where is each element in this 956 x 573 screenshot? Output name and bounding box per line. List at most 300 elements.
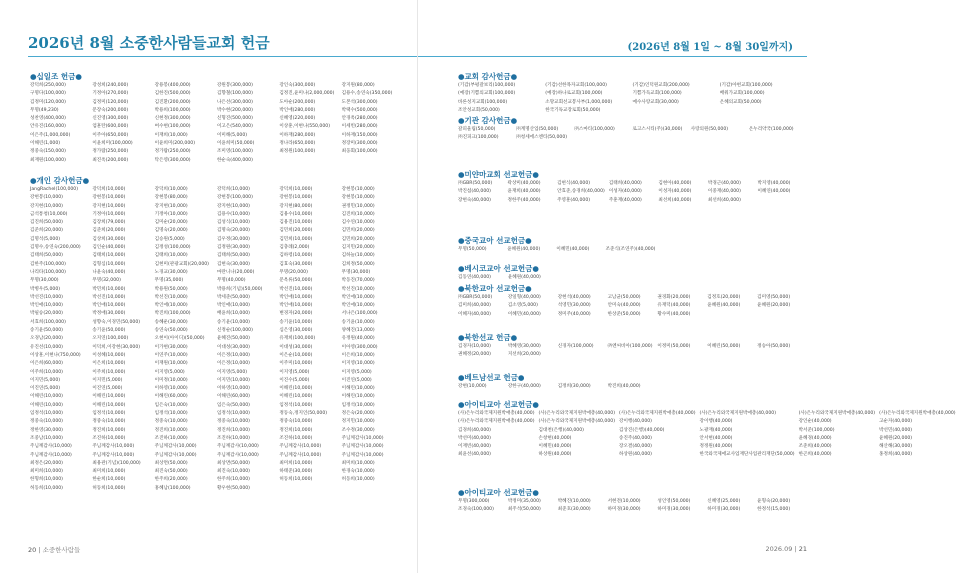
donor-entry: (사)은누리와국제지원박애총(40,000) [798, 411, 876, 416]
donor-grid [30, 186, 400, 493]
donor-entry: 윤혜원(40,000) [507, 275, 541, 280]
donor-entry: 김대천(은행)(40,000) [538, 427, 584, 433]
donor-entry: 성찬영(400,000) [30, 116, 66, 122]
donor-entry: 강지현(80,000) [279, 203, 313, 209]
donor-entry: 무명(35,000) [154, 278, 184, 284]
donor-entry: 김현숙(30,000) [216, 261, 250, 267]
donor-entry: 성인영(50,000) [657, 499, 691, 504]
donor-entry: 김충례(2,000) [279, 245, 310, 251]
donor-entry: 박진희(100,000) [154, 311, 191, 317]
donor-entry: 고남균(50,000) [607, 295, 641, 300]
donor-entry: 마란니나(20,000) [216, 269, 255, 275]
page-title: 2026년 8월 소중한사람들교회 헌금 [28, 34, 270, 52]
donor-entry: 이재희(10,000) [154, 132, 188, 138]
donor-entry: 이해린(10,000) [279, 394, 313, 400]
donor-entry: 안경옥(280,000) [341, 116, 378, 122]
donor-entry: 기정아(10,000) [92, 211, 126, 217]
donor-entry: 송기윤(50,000) [92, 328, 126, 334]
donor-entry: 한상준(50,000) [607, 311, 641, 317]
donor-entry: 지선희(20,000) [507, 352, 541, 358]
donor-entry: 강덕희(10,000) [92, 187, 126, 192]
donor-entry: 한국와국제애교사업재단사업관리재단(50,000) [699, 452, 795, 458]
donor-entry: 강지현(10,000) [216, 203, 250, 209]
donor-entry: 정나라(650,000) [279, 141, 316, 147]
donor-entry: 박혜진(10,000) [557, 499, 591, 504]
donor-entry: 이연주(10,000) [154, 352, 188, 358]
offering-section [30, 176, 400, 493]
donor-entry: 최준호(30,000) [557, 507, 591, 513]
donor-entry [657, 351, 703, 359]
donor-entry: 박수현(200,000) [216, 107, 253, 113]
donor-entry: 박선진(10,000) [92, 294, 126, 300]
donor-entry: 정진희(10,000) [92, 427, 126, 433]
donor-entry: 이은희(60,000) [30, 361, 63, 367]
donor-entry: 최정은(20,000) [30, 460, 63, 466]
donor-entry: 강원봉(300,000) [216, 83, 253, 88]
donor-entry: 김희정(50,000) [341, 261, 375, 267]
donor-entry: 신혜영(220,000) [279, 116, 316, 122]
donor-entry: 최웅회(100,000) [341, 149, 378, 155]
donor-entry: ㈜계명산업(50,000) [516, 127, 559, 132]
donor-entry: 주님께감사(10,000) [341, 452, 384, 458]
donor-entry: (사)은누리와국제지원박애총(40,000) [538, 411, 615, 416]
donor-grid [458, 246, 803, 254]
donor-entry: 주영훈(40,000) [557, 197, 591, 203]
donor-entry [758, 246, 803, 254]
section-title: ●중국교아 선교헌금● [458, 236, 532, 245]
donor-entry: JangRachel(100,000) [30, 187, 79, 192]
donor-entry: 김지민(20,000) [341, 245, 375, 251]
donor-entry: 나은선(300,000) [216, 99, 253, 105]
donor-entry: 권혜정(20,000) [458, 352, 491, 358]
donor-entry: 김정미(120,000) [92, 99, 129, 105]
donor-entry: 박인애(10,000) [341, 294, 375, 300]
donor-entry: 김용수(10,000) [216, 211, 250, 217]
donor-entry: 서나은(100,000) [341, 311, 378, 317]
donor-entry: 이지영(5,000) [279, 369, 310, 375]
donor-entry: 김승원(5,000) [154, 236, 185, 242]
donor-entry: 손창현(40,000) [538, 435, 572, 441]
donor-entry [691, 134, 745, 142]
donor-entry: 홍혜남(100,000) [154, 485, 191, 491]
donor-entry: 정중숙(10,000) [154, 419, 188, 425]
offering-section [458, 284, 803, 327]
donor-entry: 최미희(10,000) [341, 460, 375, 466]
donor-entry: 한주희(10,000) [216, 477, 250, 483]
donor-entry: 한순숙(400,000) [216, 157, 253, 163]
donor-entry: 여수현(100,000) [154, 124, 191, 130]
donor-entry: 이윤희미(200,000) [154, 141, 195, 147]
donor-entry: 심은영(30,000) [279, 328, 313, 334]
donor-entry: 이하재(150,000) [341, 132, 378, 138]
donor-entry: 정은숙(20,000) [341, 411, 375, 417]
donor-entry [633, 134, 687, 142]
donor-entry: 기정아(270,000) [92, 91, 129, 97]
donor-entry: 김민희(20,000) [341, 228, 375, 234]
donor-entry: 황수미(40,000) [657, 311, 691, 317]
donor-entry: 이은정(10,000) [216, 352, 250, 358]
donor-entry: (사)은누리와국제지원박애총(40,000) [458, 419, 535, 425]
donor-entry: 임은숙(50,000) [216, 402, 250, 408]
donor-entry: 조진하(10,000) [154, 435, 188, 441]
donor-entry: 박정애(30,000) [92, 311, 126, 317]
donor-entry: 김태희(10,000) [92, 253, 126, 259]
donor-entry: 김진희(10,000) [341, 211, 375, 217]
donor-entry: 김하늘(10,000) [341, 253, 375, 259]
donor-entry: 이세빈(280,000) [341, 124, 378, 130]
donor-entry: 변경자(20,000) [279, 311, 313, 317]
donor-entry: 정진희(10,000) [154, 427, 188, 433]
donor-entry: 석영민(30,000) [557, 303, 591, 309]
donor-entry: 박용원(50,000) [154, 286, 188, 292]
donor-entry: 윤형숙(20,000) [757, 499, 791, 504]
donor-entry: 이은주(1,000,000) [30, 132, 71, 138]
donor-entry [574, 134, 628, 142]
title-rule-right [418, 56, 807, 57]
donor-entry: 정가람(250,000) [154, 149, 191, 155]
donor-entry: (기감)인덕원교회(200,000) [632, 83, 690, 88]
donor-entry: 고순자(40,000) [879, 419, 913, 425]
donor-entry [557, 205, 605, 213]
donor-entry: 조안성교회(50,000) [458, 107, 500, 113]
donor-entry: 강한구(40,000) [507, 384, 541, 389]
donor-entry: 정중숙(10,000) [216, 419, 250, 425]
offering-section [458, 264, 803, 282]
donor-entry: 주님께감사(10,000) [216, 444, 259, 450]
donor-entry: 김소영(5,000) [507, 303, 538, 309]
section-title: ●미얀마교회 선교헌금● [458, 170, 539, 179]
donor-entry [458, 205, 504, 213]
section-title: ●아이티교아 선교헌금● [458, 400, 539, 409]
donor-entry: 이진수(5,000) [279, 377, 310, 383]
donor-entry: 김현미(관광교회)(20,000) [154, 261, 209, 267]
donor-entry: 나윤숙(40,000) [92, 269, 126, 275]
donor-entry: 최용관(기념)(100,000) [92, 460, 141, 466]
donor-entry: 조경숙(100,000) [458, 507, 494, 513]
donor-entry [558, 351, 604, 359]
donor-entry [757, 197, 803, 205]
donor-entry: 한경숙(10,000) [341, 469, 375, 475]
donor-entry: 오지연(100,000) [92, 336, 129, 342]
donor-entry: 안유진(160,000) [30, 124, 66, 130]
donor-entry: (예장)하나로교회(100,000) [545, 91, 603, 97]
donor-entry: 안효준,송경희(40,000) [557, 189, 605, 195]
donor-entry: 이지영(5,000) [154, 369, 185, 375]
donor-entry: 최상면(50,000) [154, 460, 188, 466]
donor-entry: 김정호(20,000) [707, 295, 741, 300]
donor-grid [458, 294, 803, 327]
donor-entry: 강지현(10,000) [30, 203, 63, 209]
donor-entry: 이지민(5,000) [92, 377, 123, 383]
donor-entry: 허동희(10,000) [279, 477, 313, 483]
donor-entry: 김상진(은행)(40,000) [619, 427, 665, 433]
donor-entry: 강지현(10,000) [92, 203, 126, 209]
donor-entry: 소망교회선교봉사부(1,000,000) [545, 99, 613, 105]
donor-entry: 김상희(30,000) [92, 236, 126, 242]
donor-entry: 기쁨가득교회(100,000) [632, 91, 682, 97]
donor-entry [659, 246, 704, 254]
donor-entry: 김한주(100,000) [30, 261, 66, 267]
donor-entry: (사)은누리와국제지원박애총(40,000) [538, 419, 615, 425]
donor-entry: 이해린(10,000) [341, 394, 375, 400]
section-title: ●십일조 헌금● [30, 72, 82, 81]
donor-entry: 신정순(100,000) [216, 328, 253, 334]
left-footer-label: 소중한사람들 [42, 546, 81, 554]
donor-entry: 윤혜원(40,000) [507, 247, 541, 252]
donor-entry: 정지민(10,000) [341, 419, 375, 425]
donor-entry: 김한진(500,000) [154, 91, 191, 97]
donor-entry: 이하영(10,000) [216, 386, 250, 392]
donor-entry: 박지영(40,000) [757, 181, 791, 186]
donor-entry: 김태희(50,000) [216, 253, 250, 259]
donor-entry: (사)은누리와국제지원박애총(40,000) [879, 411, 956, 416]
donor-entry: 이하재(280,000) [279, 132, 316, 138]
donor-entry: 김미순(20,000) [154, 220, 188, 226]
donor-entry: 이지영(10,000) [341, 361, 375, 367]
donor-entry: 이상훈,이현나(750,000) [30, 352, 81, 358]
donor-entry: 김태희(40,000) [608, 181, 642, 186]
donor-entry: 정한영(30,000) [30, 427, 63, 433]
donor-entry: 최미희(10,000) [92, 469, 126, 475]
donor-entry: 최미희(10,000) [279, 460, 313, 466]
donor-grid [458, 343, 803, 360]
donor-entry: 강인순(40,000) [798, 419, 832, 425]
donor-entry: 이해린(10,000) [30, 402, 63, 408]
donor-entry: 박인애(10,000) [154, 303, 188, 309]
donor-entry: 임정석(10,000) [279, 402, 313, 408]
donor-entry: 김경희(40,000) [458, 427, 491, 433]
donor-entry: 온누리약국(100,000) [748, 127, 794, 132]
offering-section [458, 72, 803, 115]
donor-entry: 김정원(30,000) [216, 245, 250, 251]
donor-entry: 강성희(240,000) [92, 83, 129, 88]
donor-grid [458, 410, 956, 460]
right-footer-label: 2026.09 [765, 545, 793, 553]
donor-entry [707, 274, 753, 282]
donor-entry: (기감)부평갈보리(100,000) [458, 83, 516, 88]
donor-entry: 박인애(280,000) [279, 107, 316, 113]
donor-entry [658, 205, 704, 213]
donor-entry: 박선민(40,000) [879, 427, 913, 433]
donor-entry [508, 205, 554, 213]
donor-entry: 하태준(30,000) [279, 469, 313, 475]
donor-entry: 임정석(10,000) [154, 411, 188, 417]
donor-entry: 박동진(70,000) [341, 278, 375, 284]
donor-entry: 김미희(40,000) [458, 303, 491, 309]
donor-entry: (기감)선한목자교회(100,000) [545, 83, 607, 88]
donor-entry: 정진희(10,000) [279, 427, 313, 433]
donor-entry: 한국기독교장로회(50,000) [545, 107, 601, 113]
donor-entry: 박인애(10,000) [30, 303, 63, 309]
donor-entry: 홍정희(40,000) [879, 452, 913, 458]
donor-entry: 김명석(5,000) [30, 236, 61, 242]
donor-entry: 박민희(10,000) [92, 286, 126, 292]
donor-entry: 강이행(40,000) [619, 419, 652, 425]
donor-entry: 강현(10,000) [458, 384, 487, 389]
donor-entry: 이아영(300,000) [341, 344, 378, 350]
donor-entry: 주님께감사(10,000) [279, 452, 322, 458]
donor-entry: 오현이(아이디)(50,000) [154, 336, 205, 342]
donor-grid [458, 383, 803, 391]
donor-entry: 이해린(60,000) [216, 394, 250, 400]
donor-entry: 이은희(10,000) [341, 352, 375, 358]
donor-entry: 무명(20,000) [279, 269, 308, 275]
donor-entry: 박용희(기념)(50,000) [216, 286, 263, 292]
offering-section [458, 170, 803, 213]
donor-entry: 신경자(100,000) [557, 344, 594, 349]
donor-entry: 정중숙(150,000) [30, 149, 66, 155]
donor-entry: 박서준(100,000) [798, 427, 835, 433]
donor-entry: 김정미(120,000) [30, 99, 66, 105]
donor-entry: 김명수,송연숙(200,000) [30, 245, 81, 251]
section-title: ●베트남선교 헌금● [458, 373, 525, 382]
donor-entry: 송연숙(50,000) [154, 328, 188, 334]
donor-entry: 김명숙(20,000) [216, 228, 250, 234]
donor-entry: ㈜청세에스엔티(50,000) [516, 135, 568, 141]
donor-entry: 서현전(10,000) [607, 499, 641, 504]
donor-entry: 이미정(10,000) [154, 377, 188, 383]
donor-entry: 성향숙,이경민(50,000) [92, 319, 141, 325]
donor-entry: 정정원(40,000) [699, 444, 733, 450]
donor-entry: 이주희(10,000) [30, 369, 63, 375]
donor-entry: 이성자(40,000) [658, 189, 692, 195]
donor-entry: 정진희(10,000) [216, 427, 250, 433]
donor-entry: 정중숙(10,000) [92, 419, 126, 425]
donor-entry: 조수정(30,000) [341, 427, 375, 433]
donor-entry: 윤혜원(20,000) [879, 435, 913, 441]
donor-entry: 해산해(30,000) [879, 444, 913, 450]
donor-entry: 송기윤(10,000) [216, 319, 250, 325]
donor-entry: 이혜민(40,000) [507, 311, 541, 317]
donor-entry: 무명(300,000) [458, 499, 490, 504]
right-footer: 2026.09 | 21 [765, 545, 807, 553]
donor-entry: 탁은영(300,000) [154, 157, 191, 163]
donor-entry: 김성식(10,000) [216, 220, 250, 226]
donor-entry: 이은정(10,000) [216, 361, 250, 367]
donor-entry: 최재원(100,000) [30, 157, 66, 163]
donor-grid [458, 82, 803, 115]
donor-entry: 이대성(30,000) [279, 344, 313, 350]
donor-entry: 무명(49,230) [30, 107, 59, 113]
donor-entry: 한순희(10,000) [92, 477, 126, 483]
offering-section [30, 72, 400, 165]
donor-entry: 이대성(30,000) [216, 344, 250, 350]
donor-entry [609, 205, 655, 213]
donor-entry: 주님께감사(10,000) [92, 452, 135, 458]
donor-entry: (사)은누리와국제지원박애총(40,000) [619, 411, 696, 416]
donor-entry: 임은숙(10,000) [154, 402, 188, 408]
donor-entry: 이혜민(40,000) [538, 444, 572, 450]
donor-entry: 이재빈(40,000) [458, 444, 491, 450]
donor-entry: 정한주(40,000) [507, 197, 541, 203]
donor-entry: 강현봉(10,000) [279, 195, 313, 201]
donor-entry: 최미희(10,000) [30, 469, 63, 475]
donor-entry: 김민희(20,000) [341, 236, 375, 242]
donor-entry [558, 274, 604, 282]
donor-entry: 이재원(10,000) [154, 361, 188, 367]
donor-entry: 무명(30,000) [30, 278, 59, 284]
donor-grid [458, 274, 803, 282]
donor-entry: 배워가교회(100,000) [719, 91, 765, 97]
donor-entry [707, 383, 753, 391]
donor-entry [707, 351, 753, 359]
donor-entry: 한형희(10,000) [30, 477, 63, 483]
donor-entry [608, 351, 654, 359]
donor-entry: 주님께감사(10,000) [154, 452, 197, 458]
donor-entry: 주님께감사(10,000) [216, 452, 259, 458]
donor-entry: 도본석(300,000) [341, 99, 378, 105]
donor-entry: 바른성지교회(100,000) [458, 99, 508, 105]
donor-entry: 김미영(50,000) [757, 295, 791, 300]
donor-entry: 윤혜진(50,000) [216, 336, 250, 342]
donor-entry: 곽상미(40,000) [507, 181, 541, 186]
donor-entry: 조진하(10,000) [92, 435, 126, 441]
donor-entry: 이지민(5,000) [30, 377, 61, 383]
donor-entry [707, 311, 753, 319]
donor-entry: 금석통청(10,000) [30, 211, 68, 217]
donor-entry: 조진하(10,000) [216, 435, 250, 441]
donor-entry: 강일형(40,000) [507, 295, 541, 300]
donor-entry: 서효희(100,000) [30, 319, 66, 325]
donor-entry: 장현숙(40,000) [458, 197, 491, 203]
donor-entry: 갈피울림(50,000) [458, 127, 496, 132]
section-title: ●개인 감사헌금● [30, 176, 90, 185]
donor-entry: 이진연(5,000) [92, 386, 123, 392]
donor-entry [757, 383, 803, 391]
donor-entry: 박인애(10,000) [92, 303, 126, 309]
offering-section [458, 116, 803, 143]
donor-entry: 박인애(10,000) [279, 303, 313, 309]
donor-entry: 김형심(10,000) [92, 261, 126, 267]
donor-entry: 박용희(100,000) [154, 107, 191, 113]
donor-entry: 김태희(10,000) [154, 253, 188, 259]
donor-entry: 권정민(10,000) [341, 203, 375, 209]
donor-entry: 주훈재(40,000) [608, 197, 642, 203]
donor-entry: 강덕희(10,000) [154, 187, 188, 192]
donor-entry: 이해린(10,000) [341, 386, 375, 392]
donor-entry: 김효숙(30,000) [279, 261, 313, 267]
donor-entry: 이성혜(10,000) [92, 352, 126, 358]
donor-entry: 한곤희(40,000) [798, 452, 832, 458]
donor-entry: 노광재(40,000) [699, 427, 733, 433]
donor-entry: 구명다(100,000) [30, 91, 66, 97]
donor-entry [657, 383, 703, 391]
donor-entry: ㈜GBR(50,000) [458, 295, 493, 300]
donor-entry: 사랑의원(50,000) [690, 127, 729, 132]
donor-entry: ㈜엔씨비아(100,000) [607, 344, 653, 349]
donor-entry: 한주희(20,000) [154, 477, 188, 483]
donor-entry: 주님께감사(10,000) [279, 444, 322, 450]
donor-entry: 박병우(5,000) [30, 286, 61, 292]
donor-entry: 박선미(40,000) [458, 435, 491, 441]
donor-entry: 김준희(20,000) [30, 228, 63, 234]
donor-entry: 윤혜경(40,000) [798, 435, 832, 441]
donor-entry: 이미해(5,000) [216, 132, 248, 138]
donor-entry: 오경남(20,000) [30, 336, 63, 342]
donor-entry: 김수연(10,000) [341, 220, 375, 226]
donor-entry: 김우정(30,000) [216, 236, 250, 242]
donor-entry: 하미경(30,000) [607, 507, 641, 513]
donor-entry: 김명숙(20,000) [154, 228, 188, 234]
donor-entry: 이윤희미(100,000) [92, 141, 133, 147]
donor-entry: 이중재(40,000) [707, 189, 741, 195]
date-range: (2026년 8월 1일 ~ 8월 30일까지) [627, 42, 793, 53]
donor-entry: 김진환(200,000) [154, 99, 191, 105]
donor-entry: 윤혜원(20,000) [757, 303, 791, 309]
donor-entry: 한정석(15,000) [757, 507, 791, 513]
donor-entry: 엄훈탄(600,000) [92, 124, 129, 130]
donor-entry: 강현봉(10,000) [30, 195, 63, 201]
